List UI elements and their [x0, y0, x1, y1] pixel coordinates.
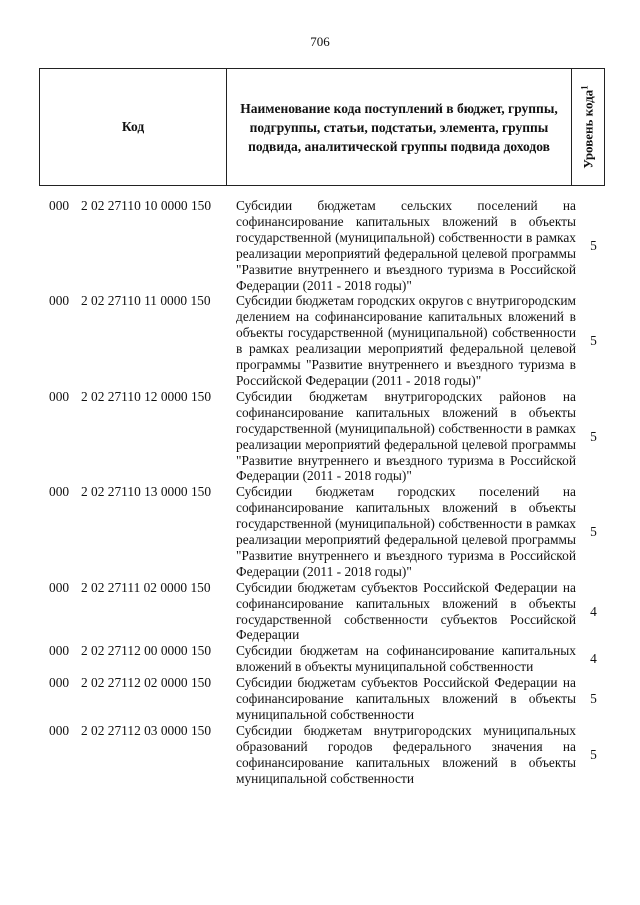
table-row	[39, 723, 605, 787]
row-code: 2 02 27112 03 0000 150	[81, 722, 212, 738]
header-level-text	[579, 85, 596, 168]
table-row	[39, 643, 605, 675]
header-level	[572, 69, 604, 185]
row-code: 2 02 27110 11 0000 150	[81, 293, 211, 309]
row-agency: 000	[49, 643, 70, 659]
table-header	[39, 68, 605, 186]
row-agency: 000	[49, 722, 70, 738]
header-code: Код	[40, 69, 227, 185]
row-level: 4	[590, 603, 597, 619]
row-agency: 000	[49, 484, 70, 500]
row-code: 2 02 27110 10 0000 150	[81, 198, 212, 213]
table-row	[39, 675, 605, 723]
table-row	[39, 293, 605, 388]
row-code: 2 02 27112 02 0000 150	[81, 675, 212, 691]
row-name: Субсидии бюджетам на софинансирование капитальных вложений в объекты муниципальной собственности	[236, 643, 576, 675]
row-agency: 000	[49, 675, 70, 691]
row-name: Субсидии бюджетам внутригородских муниципальных образований городов федерального значения на софинансирование капитальных вложений в объекты муниципальной собственности	[236, 722, 576, 786]
row-level: 5	[590, 691, 597, 707]
row-code: 2 02 27112 00 0000 150	[81, 643, 212, 659]
row-agency: 000	[49, 293, 70, 309]
page-number: 706	[310, 34, 330, 49]
table-row	[39, 484, 605, 579]
row-level: 5	[590, 333, 597, 349]
table-row	[39, 389, 605, 484]
header-name: Наименование кода поступлений в бюджет, группы, подгруппы, статьи, подстатьи, элемента, группы подвида, аналитической группы подвида доходов	[227, 69, 572, 185]
table-body	[39, 198, 605, 787]
table-row	[39, 580, 605, 644]
row-name: Субсидии бюджетам субъектов Российской Федерации на софинансирование капитальных вложений в объекты муниципальной собственности	[236, 675, 576, 722]
row-code: 2 02 27110 13 0000 150	[81, 484, 212, 500]
row-name: Субсидии бюджетам сельских поселений на софинансирование капитальных вложений в объекты государственной (муниципальной) собственности в рамках реализации мероприятий федеральной целевой программы "Развитие внутреннего и въездного туризма в Российской Федерации (2011 - 2018 годы)"	[236, 198, 576, 293]
table-row	[39, 198, 605, 293]
row-name: Субсидии бюджетам городских поселений на софинансирование капитальных вложений в объекты государственной (муниципальной) собственности в рамках реализации мероприятий федеральной целевой программы "Развитие внутреннего и въездного туризма в Российской Федерации (2011 - 2018 годы)"	[236, 484, 576, 579]
row-code: 2 02 27110 12 0000 150	[81, 388, 212, 404]
row-level: 5	[590, 746, 597, 762]
row-level: 4	[590, 651, 597, 667]
header-level-label: Уровень кода	[580, 89, 596, 169]
row-agency: 000	[49, 579, 70, 595]
row-name: Субсидии бюджетам субъектов Российской Федерации на софинансирование капитальных вложений в объекты государственной собственности субъектов Российской Федерации	[236, 579, 576, 643]
row-name: Субсидии бюджетам внутригородских районов на софинансирование капитальных вложений в объекты государственной (муниципальной) собственности в рамках реализации мероприятий федеральной целевой программы "Развитие внутреннего и въездного туризма в Российской Федерации (2011 - 2018 годы)"	[236, 388, 576, 484]
row-level: 5	[590, 237, 597, 253]
row-agency: 000	[49, 388, 70, 404]
row-level: 5	[590, 524, 597, 540]
header-level-footnote: 1	[579, 85, 590, 90]
row-name: Субсидии бюджетам городских округов с внутригородским делением на софинансирование капитальных вложений в объекты государственной (муниципальной) собственности в рамках реализации мероприятий федеральной целевой программы "Развитие внутреннего и въездного туризма в Российской Федерации (2011 - 2018 годы)"	[236, 293, 576, 388]
row-level: 5	[590, 428, 597, 444]
row-agency: 000	[49, 198, 70, 213]
row-code: 2 02 27111 02 0000 150	[81, 579, 211, 595]
